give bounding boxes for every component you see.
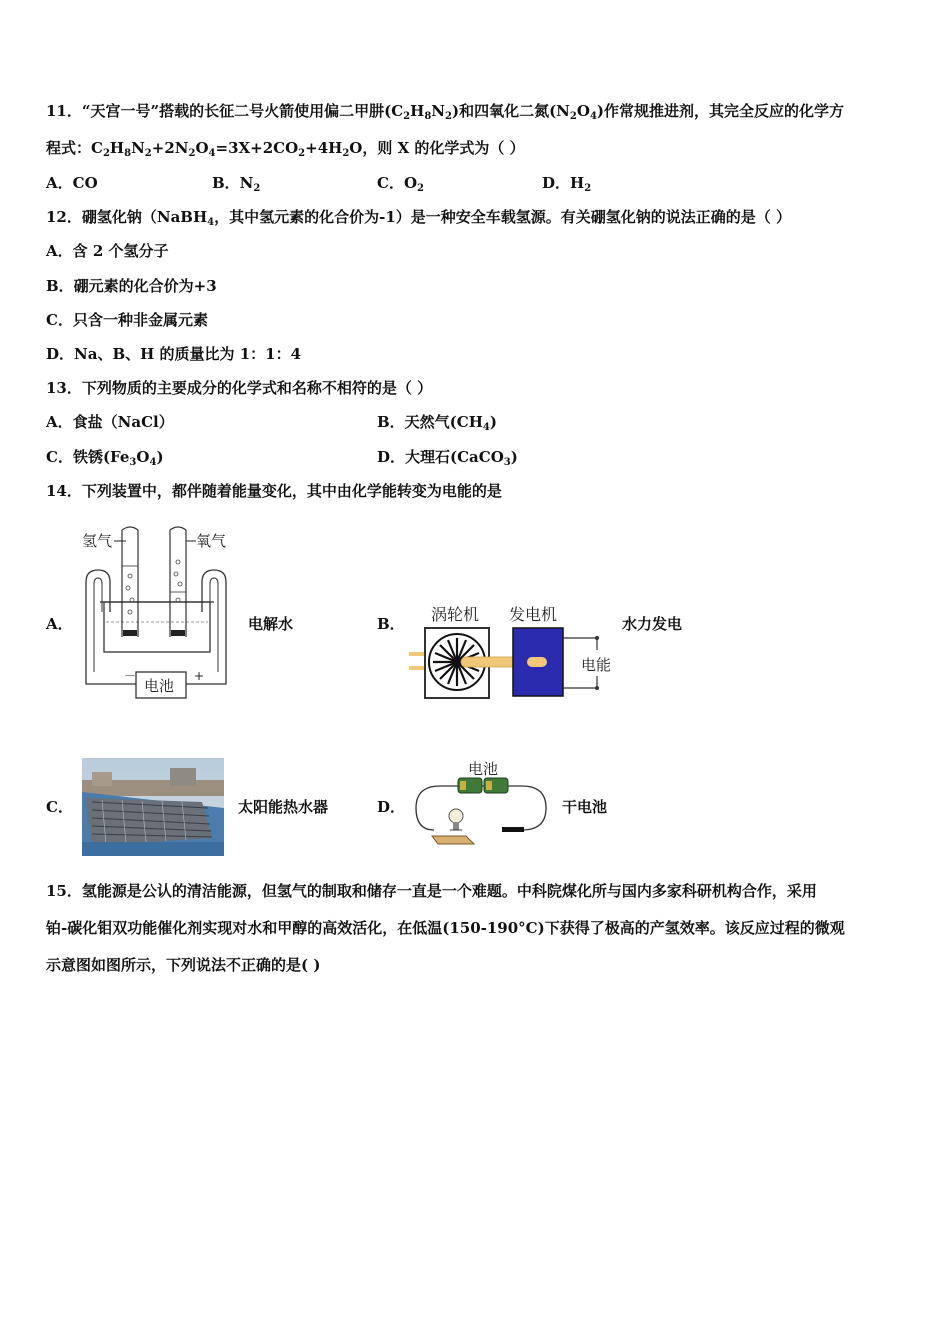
- battery-plus: +: [194, 669, 205, 683]
- q14-b-caption: 水力发电: [622, 615, 683, 633]
- q12-option-c: C．只含一种非金属元素: [46, 311, 208, 329]
- battery-label: 电池: [144, 677, 175, 695]
- q14-d-caption: 干电池: [562, 798, 608, 816]
- generator-label: 发电机: [509, 605, 558, 624]
- dry-battery-label: 电池: [468, 760, 499, 778]
- oxygen-label: 氧气: [196, 532, 227, 550]
- q12-stem: 12．硼氢化钠（NaBH$_4$，其中氢元素的化合价为-1）是一种安全车载氢源。有关硼氢化钠的说法正确的是（ ）: [46, 208, 792, 228]
- q13-option-d: D．大理石(CaCO$_3$): [377, 448, 518, 468]
- hydrogen-label: 氢气: [82, 532, 113, 550]
- q11-option-d: D．$H_2$: [542, 174, 592, 194]
- q15-stem-line1: 15．氢能源是公认的清洁能源，但氢气的制取和储存一直是一个难题。中科院煤化所与国内多家科研机构合作，采用: [46, 882, 817, 900]
- q12-option-d: D．Na、B、H 的质量比为 1：1：4: [46, 345, 302, 363]
- q14-a-caption: 电解水: [248, 615, 294, 633]
- dry-battery-circuit: [410, 756, 552, 848]
- q15-stem-line3: 示意图如图所示，下列说法不正确的是( ): [46, 956, 321, 974]
- q11-option-c: C．$O_2$: [377, 174, 424, 194]
- solar-water-heater-photo: [82, 758, 224, 856]
- q11-stem-line1: 11．“天宫一号”搭载的长征二号火箭使用偏二甲肼$(C_2H_8N_2)$和四氧化二氮$(N_2O_4)$作常规推进剂，其完全反应的化学方: [46, 102, 845, 122]
- q12-option-b: B．硼元素的化合价为+3: [46, 277, 217, 295]
- q12-option-a: A．含 2 个氢分子: [46, 242, 169, 260]
- q15-stem-line2: 铂-碳化钼双功能催化剂实现对水和甲醇的高效活化，在低温(150-190°C)下获得了极高的产氢效率。该反应过程的微观: [46, 919, 845, 937]
- q14-c-letter: C．: [46, 798, 73, 816]
- q11-option-a: A．CO: [46, 174, 98, 192]
- q13-stem: 13．下列物质的主要成分的化学式和名称不相符的是（ ）: [46, 379, 433, 397]
- q14-c-caption: 太阳能热水器: [238, 798, 329, 816]
- q14-a-letter: A．: [46, 615, 73, 633]
- q11-option-b: B．$N_2$: [212, 174, 261, 194]
- q13-option-a: A．食盐（NaCl）: [46, 413, 174, 431]
- q14-d-letter: D．: [377, 798, 406, 816]
- q14-stem: 14．下列装置中，都伴随着能量变化，其中由化学能转变为电能的是: [46, 482, 502, 500]
- q13-option-c: C．铁锈$(Fe_3O_4)$: [46, 448, 164, 468]
- turbine-label: 涡轮机: [431, 605, 480, 624]
- q13-option-b: B．天然气$(CH_4)$: [377, 413, 497, 433]
- light-bulb-icon: [449, 809, 463, 823]
- hydro-power-diagram: [405, 598, 620, 702]
- q11-stem-line2: 程式：$C_2H_8N_2+2N_2O_4=3X+2CO_2+4H_2O$，则 X 的化学式为（ ）: [46, 139, 525, 159]
- q14-b-letter: B．: [377, 615, 405, 633]
- electrolysis-diagram: [78, 522, 240, 702]
- electric-energy-label: 电能: [581, 656, 612, 674]
- battery-minus: －: [124, 669, 137, 683]
